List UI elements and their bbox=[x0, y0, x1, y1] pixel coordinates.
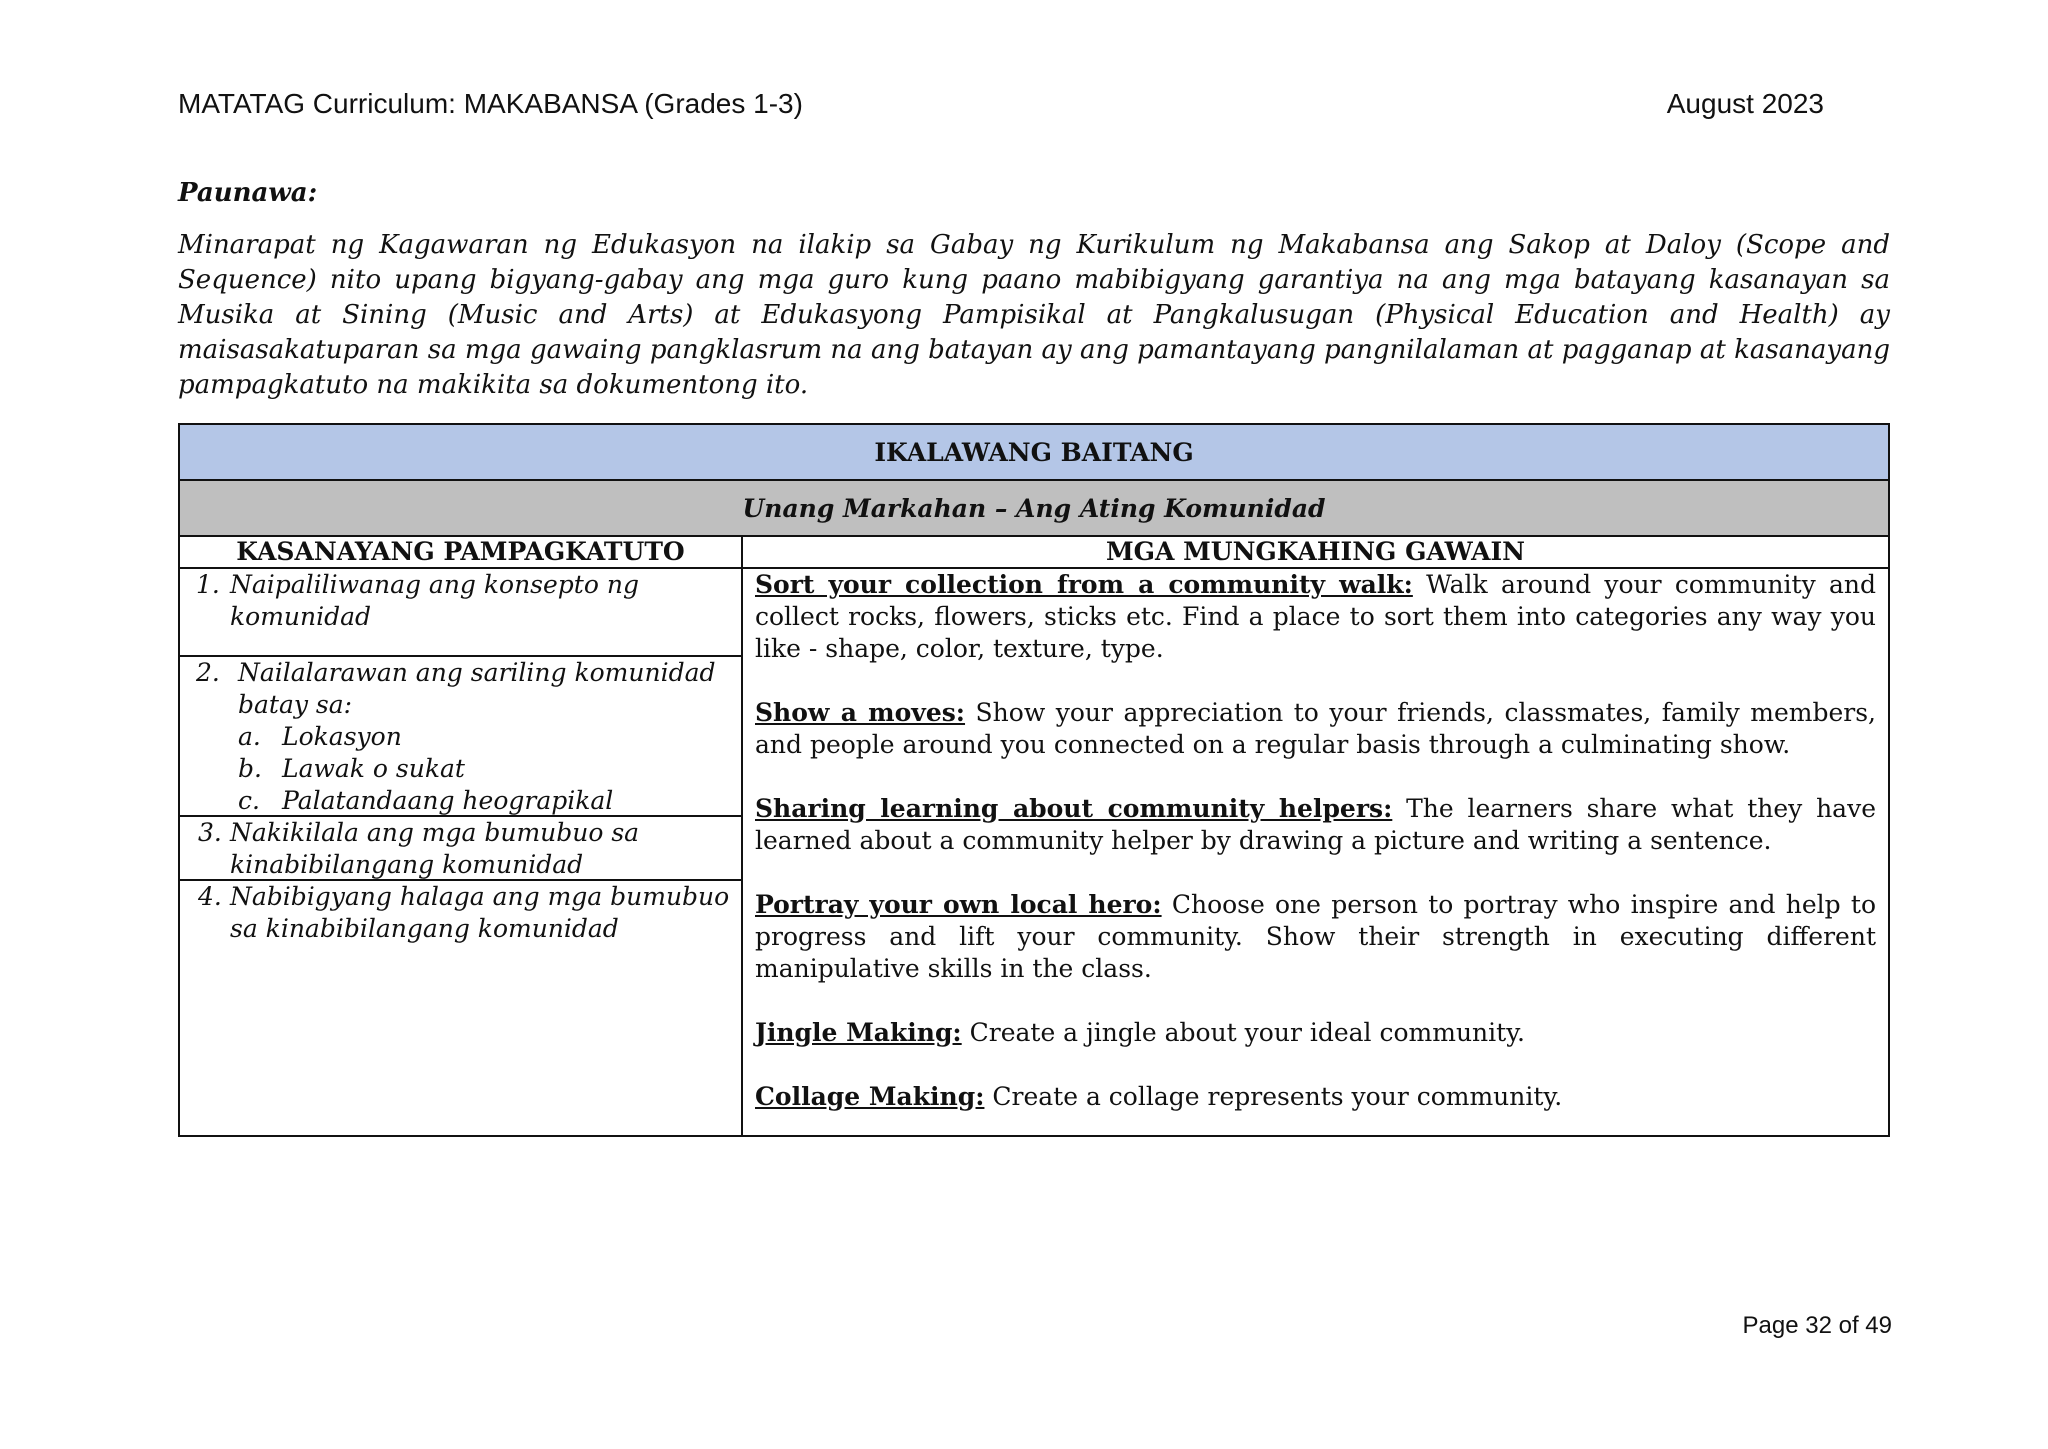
activity-title: Sort your collection from a community walk: bbox=[755, 570, 1413, 599]
competency-text: Naipaliliwanag ang konsepto ng komunidad bbox=[230, 570, 639, 631]
activities-column bbox=[743, 537, 1888, 1135]
grade-level-row: IKALAWANG BAITANG bbox=[180, 425, 1888, 481]
competency-text: Nabibigyang halaga ang mga bumubuo sa kinabibilangang komunidad bbox=[230, 882, 730, 943]
activity-text: Show your appreciation to your friends, classmates, family members, and people around you connected on a regular basis through a culminating show. bbox=[755, 698, 1876, 759]
activity-text: Create a collage represents your community. bbox=[984, 1082, 1563, 1111]
activity-item bbox=[755, 793, 1876, 857]
competency-item: 4. Nabibigyang halaga ang mga bumubuo sa kinabibilangang komunidad bbox=[198, 882, 730, 943]
activity-title: Sharing learning about community helpers: bbox=[755, 794, 1393, 823]
curriculum-table bbox=[178, 423, 1890, 1137]
table-body bbox=[180, 537, 1888, 1135]
activities-list bbox=[743, 569, 1888, 1135]
activity-text: Walk around your community and collect rocks, flowers, sticks etc. Find a place to sort them into categories any way you like - shape, color, texture, type. bbox=[755, 570, 1876, 663]
competency-text: Nailalarawan ang sariling komunidad batay sa: bbox=[238, 658, 716, 719]
quarter-row: Unang Markahan – Ang Ating Komunidad bbox=[180, 481, 1888, 537]
activities-header: MGA MUNGKAHING GAWAIN bbox=[743, 537, 1888, 569]
competency-subitem: a. Lokasyon bbox=[238, 722, 402, 751]
activity-title: Show a moves: bbox=[755, 698, 966, 727]
activity-title: Portray your own local hero: bbox=[755, 890, 1162, 919]
competency-item: 1. Naipaliliwanag ang konsepto ng komunidad bbox=[180, 569, 741, 657]
competency-item: 3. Nakikilala ang mga bumubuo sa kinabibilangang komunidad bbox=[180, 817, 741, 881]
activity-text: Choose one person to portray who inspire and help to progress and lift your community. Show their strength in executing different manipulative skills in the class. bbox=[755, 890, 1876, 983]
activity-text: Create a jingle about your ideal community. bbox=[961, 1018, 1525, 1047]
notice-body: Minarapat ng Kagawaran ng Edukasyon na ilakip sa Gabay ng Kurikulum ng Makabansa ang Sakop at Daloy (Scope and Sequence) nito upang bigyang-gabay ang mga guro kung paano mabibigyang garantiya na ang mga batayang kasanayan sa Musika at Sining (Music and Arts) at Edukasyong Pampisikal at Pangkalusugan (Physical Education and Health) ay maisasakatuparan sa mga gawaing pangklasrum na ang batayan ay ang pamantayang pangnilalaman at pagganap at kasanayang pampagkatuto na makikita sa dokumentong ito. bbox=[178, 230, 1890, 400]
activity-item bbox=[755, 569, 1876, 665]
competencies-column bbox=[180, 537, 743, 1135]
competencies-header: KASANAYANG PAMPAGKATUTO bbox=[180, 537, 741, 569]
activity-item bbox=[755, 1017, 1876, 1049]
competency-subitem: b. Lawak o sukat bbox=[238, 754, 465, 783]
activity-text: The learners share what they have learned about a community helper by drawing a picture and writing a sentence. bbox=[755, 794, 1876, 855]
activity-item bbox=[755, 1081, 1876, 1135]
header-date: August 2023 bbox=[1666, 88, 1824, 119]
competency-subitem: c. Palatandaang heograpikal bbox=[238, 786, 614, 815]
activity-item bbox=[755, 697, 1876, 761]
competency-text: Nakikilala ang mga bumubuo sa kinabibilangang komunidad bbox=[230, 818, 640, 879]
header-title: MATATAG Curriculum: MAKABANSA (Grades 1-3) bbox=[178, 88, 803, 119]
activity-title: Jingle Making: bbox=[755, 1018, 962, 1047]
notice-title: Paunawa: bbox=[178, 178, 318, 208]
activity-item bbox=[755, 889, 1876, 985]
page-header bbox=[178, 88, 1824, 120]
page-number: Page 32 of 49 bbox=[1742, 1312, 1892, 1339]
activity-title: Collage Making: bbox=[755, 1082, 985, 1111]
competency-item: 2. Nailalarawan ang sariling komunidad batay sa: a. Lokasyon b. Lawak o sukat c. Palatandaang heograpikal bbox=[180, 657, 741, 817]
